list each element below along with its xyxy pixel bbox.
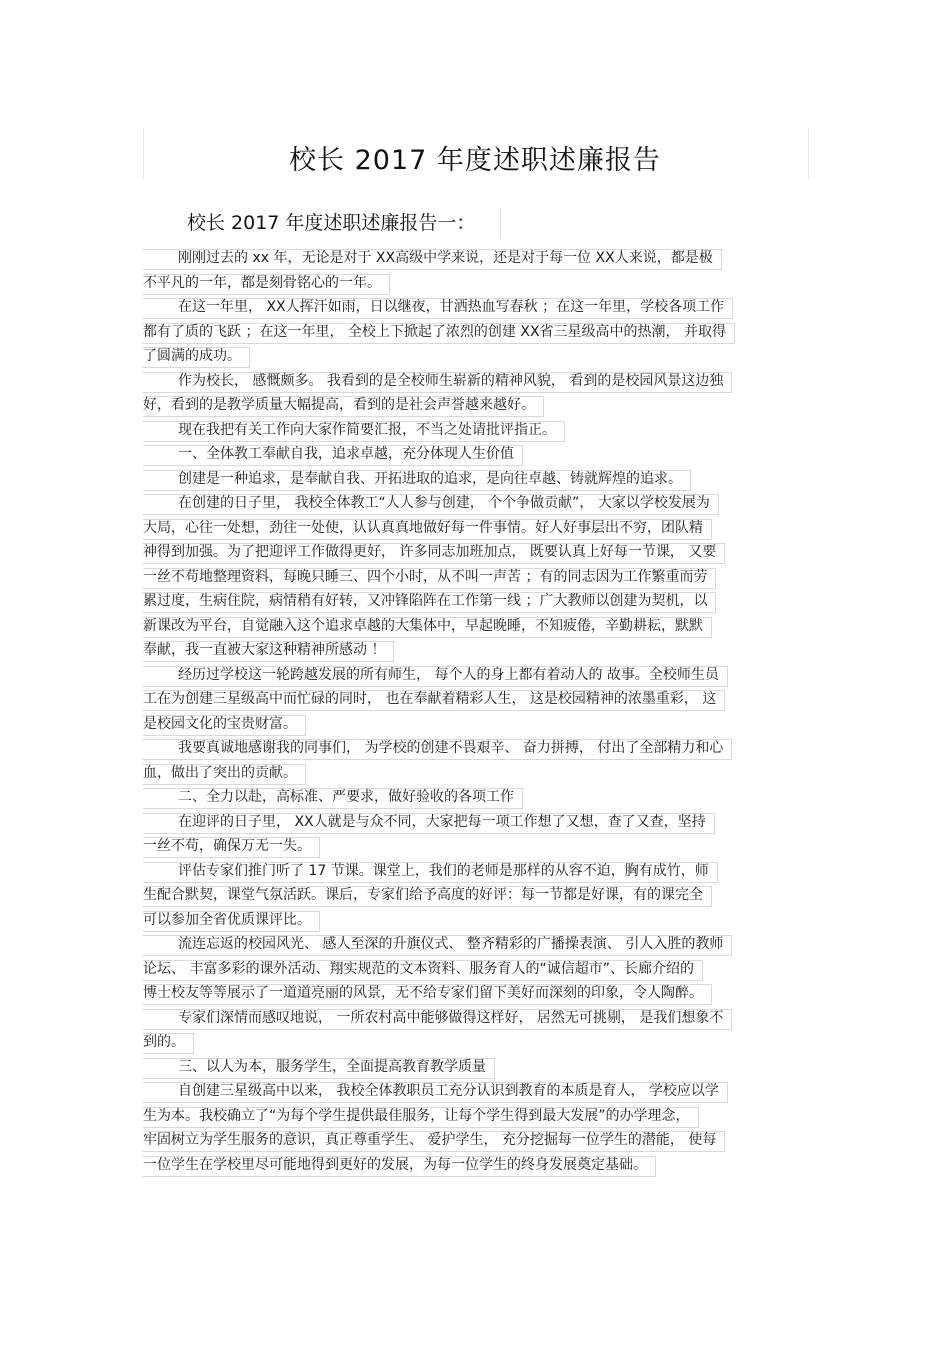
text-line — [143, 320, 805, 345]
line-text: 在这一年里， XX人挥汗如雨，日以继夜，甘洒热血写春秋 ；在这一年里，学校各项工作 — [178, 299, 725, 315]
line-text: 都有了质的飞跃 ；在这一年里， 全校上下掀起了浓烈的创建 XX省三星级高中的热潮， 并取得 — [143, 323, 726, 340]
text-line — [143, 957, 805, 982]
line-text: 流连忘返的校园风光、 感人至深的升旗仪式、 整齐精彩的广播操表演、 引人入胜的教师 — [178, 936, 724, 952]
text-line — [143, 1128, 805, 1153]
text-line — [143, 1079, 805, 1104]
text-line — [143, 785, 805, 810]
line-text: 生配合默契，课堂气氛活跃。课后，专家们给予高度的好评：每一节都是好课，有的课完全 — [143, 887, 703, 903]
text-line — [143, 614, 805, 639]
text-line — [143, 246, 805, 271]
line-text: 了圆满的成功。 — [143, 348, 241, 364]
line-text: 不平凡的一年，都是刻骨铭心的一年。 — [143, 274, 381, 291]
line-text: 累过度，生病住院，病情稍有好转，又冲锋陷阵在工作第一线 ；广大教师以创建为契机，以 — [143, 593, 708, 609]
text-line — [143, 908, 805, 933]
line-text: 作为校长， 感慨颇多。 我看到的是全校师生崭新的精神风貌， 看到的是校园风景这边独 — [178, 372, 724, 389]
text-line — [143, 271, 805, 296]
text-line — [143, 712, 805, 737]
text-line — [143, 810, 805, 835]
text-line — [143, 687, 805, 712]
line-text: 自创建三星级高中以来， 我校全体教职员工充分认识到教育的本质是育人， 学校应以学 — [178, 1083, 719, 1099]
line-text: 博士校友等等展示了一道道亮丽的风景，无不给专家们留下美好而深刻的印象，令人陶醉。 — [143, 985, 703, 1001]
text-line — [143, 442, 805, 467]
line-text: 血，做出了突出的贡献。 — [143, 764, 297, 781]
line-text: 可以参加全省优质课评比。 — [143, 911, 311, 928]
text-line — [143, 565, 805, 590]
line-text: 评估专家们推门听了 17 节课。课堂上，我们的老师是那样的从容不迫，胸有成竹，师 — [178, 862, 709, 879]
text-line — [143, 491, 805, 516]
text-line — [143, 467, 805, 492]
text-line — [143, 516, 805, 541]
subtitle-divider — [500, 208, 501, 238]
line-text: 一、全体教工奉献自我，追求卓越，充分体现人生价值 — [178, 446, 514, 462]
line-text: 专家们深情而感叹地说， 一所农村高中能够做得这样好， 居然无可挑剔， 是我们想象不 — [178, 1009, 724, 1026]
line-text: 一丝不苟，确保万无一失。 — [143, 838, 311, 854]
text-line — [143, 540, 805, 565]
line-text: 一位学生在学校里尽可能地得到更好的发展，为每一位学生的终身发展奠定基础。 — [143, 1156, 647, 1173]
line-text: 一丝不苟地整理资料，每晚只睡三、四个小时，从不叫一声苦 ；有的同志因为工作繁重而劳 — [143, 568, 708, 585]
line-text: 神得到加强。为了把迎评工作做得更好， 许多同志加班加点， 既要认真上好每一节课， 又要 — [143, 544, 717, 560]
line-text: 生为本。我校确立了“为每个学生提供最佳服务，让每个学生得到最大发展”的办学理念， — [143, 1107, 690, 1124]
text-line — [143, 393, 805, 418]
line-text: 现在我把有关工作向大家作简要汇报，不当之处请批评指正。 — [178, 421, 556, 438]
text-line — [143, 638, 805, 663]
text-line — [143, 834, 805, 859]
line-text: 创建是一种追求，是奉献自我、开拓进取的追求，是向往卓越、铸就辉煌的追求。 — [178, 470, 682, 487]
text-line — [143, 1055, 805, 1080]
line-text: 经历过学校这一轮跨越发展的所有师生， 每个人的身上都有着动人的 故事。全校师生员 — [178, 666, 719, 683]
text-line — [143, 295, 805, 320]
text-line — [143, 369, 805, 394]
text-line — [143, 1030, 805, 1055]
text-line — [143, 761, 805, 786]
line-text: 刚刚过去的 xx 年，无论是对于 XX高级中学来说，还是对于每一位 XX人来说，都是极 — [178, 250, 713, 266]
line-text: 牢固树立为学生服务的意识，真正尊重学生、 爱护学生， 充分挖掘每一位学生的潜能， 使每 — [143, 1132, 717, 1148]
text-line — [143, 663, 805, 688]
report-body — [143, 246, 805, 1177]
line-text: 工在为创建三星级高中而忙碌的同时， 也在奉献着精彩人生， 这是校园精神的浓墨重彩， 这 — [143, 691, 717, 707]
text-line — [143, 859, 805, 884]
text-line — [143, 1006, 805, 1031]
line-text: 在迎评的日子里， XX人就是与众不同，大家把每一项工作想了又想，查了又查，坚持 — [178, 813, 706, 830]
text-line — [143, 418, 805, 443]
line-text: 我要真诚地感谢我的同事们， 为学校的创建不畏艰辛、 奋力拼搏， 付出了全部精力和心 — [178, 740, 724, 756]
text-line — [143, 981, 805, 1006]
line-text: 论坛、 丰富多彩的课外活动、翔实规范的文本资料、服务育人的“诚信超市”、长廊介绍的 — [143, 960, 694, 977]
line-text: 是校园文化的宝贵财富。 — [143, 715, 297, 732]
line-text: 奉献，我一直被大家这种精神所感动 ！ — [143, 642, 386, 658]
text-line — [143, 1153, 805, 1178]
document-title: 校长 2017 年度述职述廉报告 — [289, 145, 661, 176]
text-line — [143, 736, 805, 761]
line-text: 在创建的日子里， 我校全体教工“人人参与创建， 个个争做贡献”， 大家以学校发展为 — [178, 495, 710, 511]
text-line — [143, 344, 805, 369]
line-text: 好，看到的是教学质量大幅提高，看到的是社会声誉越来越好。 — [143, 397, 535, 413]
text-line — [143, 589, 805, 614]
line-text: 到的。 — [143, 1034, 185, 1050]
line-text: 二、全力以赴，高标准、严要求，做好验收的各项工作 — [178, 789, 514, 805]
line-text: 新课改为平台，自觉融入这个追求卓越的大集体中，早起晚睡，不知疲倦，辛勤耕耘，默默 — [143, 617, 703, 634]
document-subtitle: 校长 2017 年度述职述廉报告一： — [187, 212, 476, 234]
text-line — [143, 1104, 805, 1129]
text-line — [143, 932, 805, 957]
line-text: 大局，心往一处想，劲往一处使，认认真真地做好每一件事情。好人好事层出不穷，团队精 — [143, 519, 703, 536]
line-text: 三、以人为本，服务学生，全面提高教育教学质量 — [178, 1058, 486, 1075]
text-line — [143, 883, 805, 908]
